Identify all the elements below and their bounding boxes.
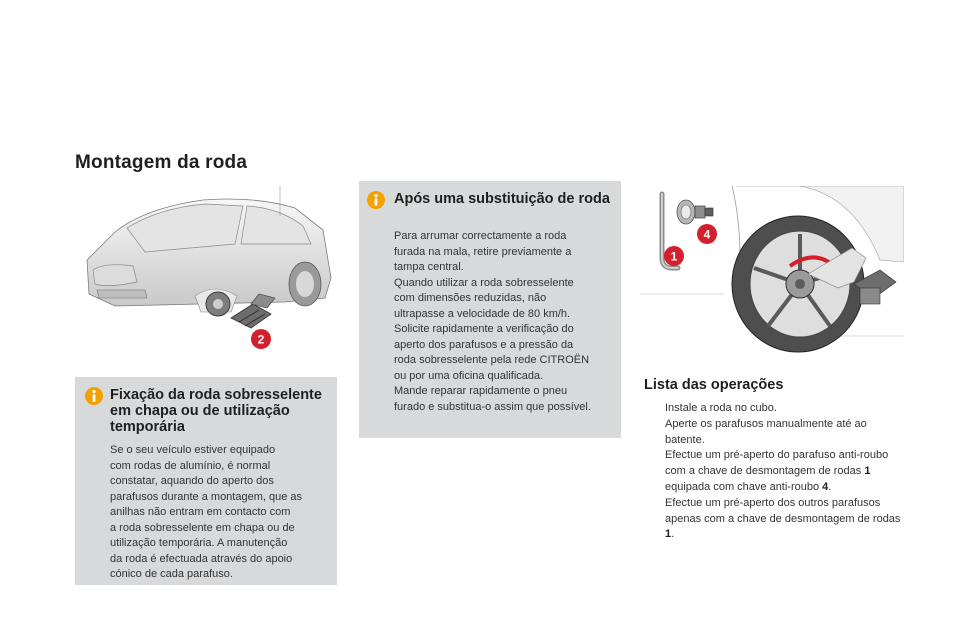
list-item bbox=[644, 496, 906, 543]
list-item bbox=[644, 401, 906, 417]
wheel-and-tools-illustration bbox=[640, 186, 904, 356]
text-line: ultrapasse a velocidade de 80 km/h. bbox=[394, 307, 571, 320]
list-item-text: . bbox=[671, 528, 675, 541]
text-line: furado e substitua-o assim que possível. bbox=[394, 400, 591, 413]
text-line: aperto dos parafusos e a pressão da bbox=[394, 338, 574, 351]
text-line: ou por uma oficina qualificada. bbox=[394, 369, 544, 382]
tool-ref-1: 1 bbox=[864, 465, 871, 478]
info-box-after-change bbox=[359, 181, 621, 438]
text-line: Mande reparar rapidamente o pneu bbox=[394, 385, 568, 397]
tool-ref-1: 1 bbox=[665, 528, 672, 541]
text-line: Quando utilizar a roda sobresselente bbox=[394, 276, 574, 289]
info-box-body bbox=[110, 443, 332, 583]
list-item-text: Efectue um pré-aperto dos outros parafusos apenas com a chave de desmontagem de rodas bbox=[665, 496, 901, 525]
list-item-text: Instale a roda no cubo. bbox=[665, 402, 777, 414]
text-line: roda sobresselente pela rede CITROËN bbox=[394, 354, 590, 366]
info-box-fixing bbox=[75, 377, 337, 585]
operations-title: Lista das operações bbox=[644, 377, 784, 393]
text-line: anilhas não entram em contacto com bbox=[110, 506, 291, 518]
callout-badge-4: 4 bbox=[703, 227, 711, 242]
callout-badge-1: 1 bbox=[670, 249, 678, 264]
callout-badge-2: 2 bbox=[257, 332, 265, 347]
text-line: tampa central. bbox=[394, 261, 464, 273]
text-line: Solicite rapidamente a verificação do bbox=[394, 323, 574, 335]
list-item bbox=[644, 417, 906, 449]
info-icon bbox=[367, 191, 385, 209]
list-item-text: equipada com chave anti-roubo bbox=[665, 480, 823, 493]
list-item-text: Aperte os parafusos manualmente até ao batente. bbox=[665, 417, 867, 446]
list-item-text: Efectue um pré-aperto do parafuso anti-roubo com a chave de desmontagem de rodas bbox=[665, 449, 889, 478]
text-line: parafusos durante a montagem, que as bbox=[110, 490, 303, 503]
info-box-heading: Após uma substituição de roda bbox=[394, 191, 610, 207]
tool-ref-4: 4 bbox=[822, 480, 829, 493]
text-line: cónico de cada parafuso. bbox=[110, 568, 233, 580]
info-icon bbox=[85, 387, 103, 405]
car-with-jack-illustration bbox=[75, 186, 337, 364]
text-line: furada na mala, retire previamente a bbox=[394, 245, 572, 258]
text-line: utilização temporária. A manutenção bbox=[110, 537, 288, 549]
text-line: Se o seu veículo estiver equipado bbox=[110, 444, 276, 456]
text-line: Para arrumar correctamente a roda bbox=[394, 230, 567, 242]
text-line: constatar, aquando do aperto dos bbox=[110, 475, 274, 487]
page-title: Montagem da roda bbox=[75, 152, 248, 173]
text-line: da roda é efectuada através do apoio bbox=[110, 552, 293, 565]
text-line: a roda sobresselente em chapa ou de bbox=[110, 521, 295, 534]
text-line: com rodas de alumínio, é normal bbox=[110, 459, 271, 472]
info-box-body bbox=[394, 229, 616, 415]
info-box-heading: Fixação da roda sobresselente em chapa ou de utilização temporária bbox=[110, 387, 322, 435]
list-item-text: . bbox=[828, 480, 832, 493]
text-line: com dimensões reduzidas, não bbox=[394, 292, 547, 304]
list-item bbox=[644, 448, 906, 495]
operations-list bbox=[644, 401, 906, 543]
